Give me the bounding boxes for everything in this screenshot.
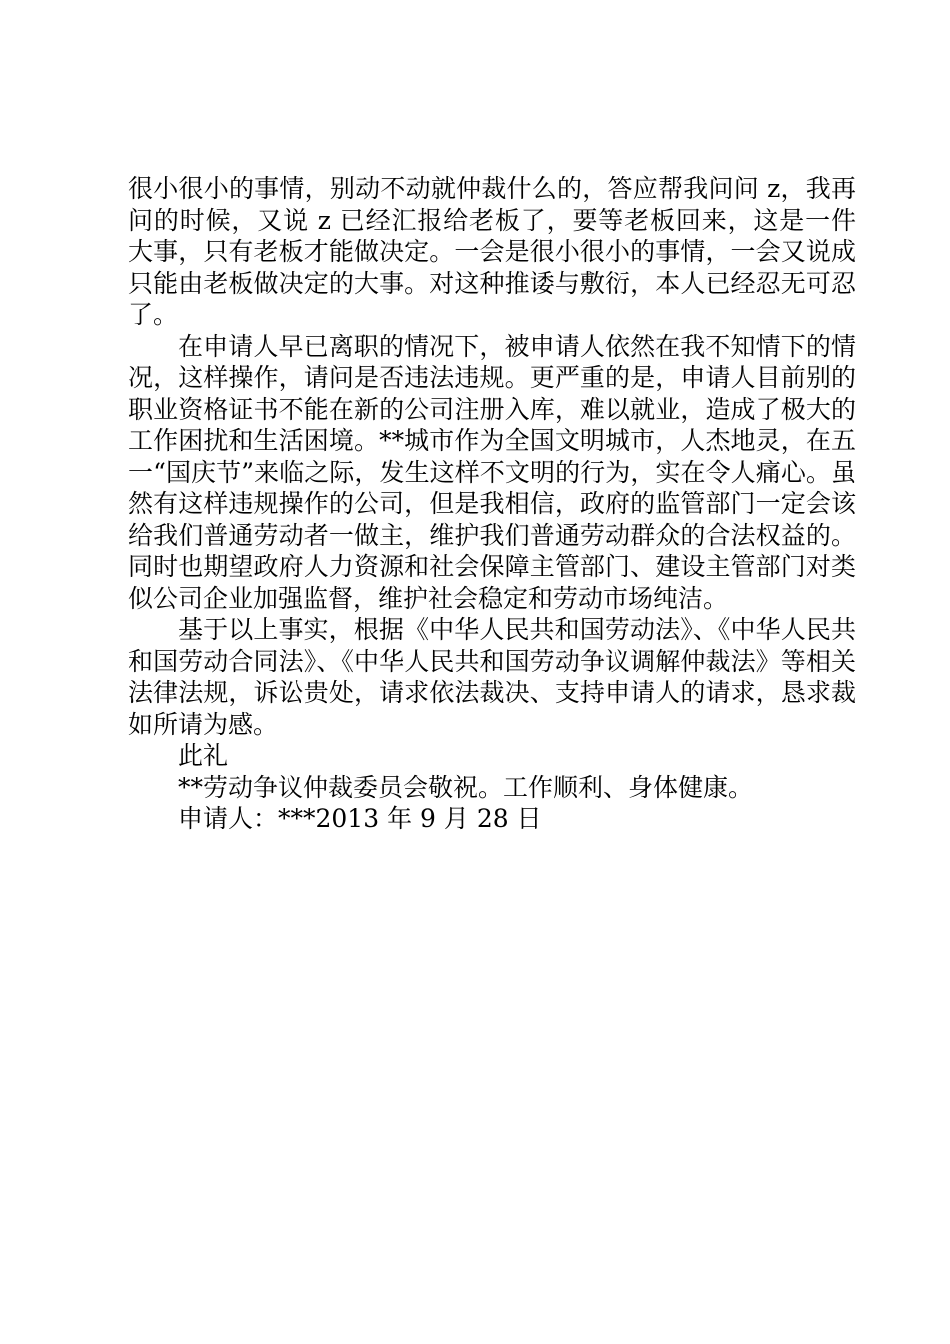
signature-line: 申请人：***2013 年 9 月 28 日 <box>178 804 542 833</box>
paragraph-violation: 在申请人早已离职的情况下，被申请人依然在我不知情下的情况，这样操作，请问是否违法违规。更严重的是，申请人目前别的职业资格证书不能在新的公司注册入库，难以就业，造成了极大的工作困扰和生活困境。**城市作为全国文明城市，人杰地灵，在五一“国庆节”来临之际，发生这样不文明的行为，实在令人痛心。虽然有这样违规操作的公司，但是我相信，政府的监管部门一定会该给我们普通劳动者一做主，维护我们普通劳动群众的合法权益的。同时也期望政府人力资源和社会保障主管部门、建设主管部门对类似公司企业加强监督，维护社会稳定和劳动市场纯洁。 <box>128 331 856 613</box>
closing-salutation: 此礼 <box>178 741 229 770</box>
paragraph-request: 基于以上事实，根据《中华人民共和国劳动法》、《中华人民共和国劳动合同法》、《中华人民共和国劳动争议调解仲裁法》等相关法律法规，诉讼贵处，请求依法裁决、支持申请人的请求，恳求裁如所请为感。 <box>128 615 856 739</box>
document-body <box>128 173 856 835</box>
paragraph-continuation: 很小很小的事情，别动不动就仲裁什么的，答应帮我问问 z，我再问的时候，又说 z 已经汇报给老板了，要等老板回来，这是一件大事，只有老板才能做决定。一会是很小很小的事情，一会又说成只能由老板做决定的大事。对这种推诿与敷衍，本人已经忍无可忍了。 <box>128 174 856 329</box>
recipient-line: **劳动争议仲裁委员会敬祝。工作顺利、身体健康。 <box>178 772 754 802</box>
